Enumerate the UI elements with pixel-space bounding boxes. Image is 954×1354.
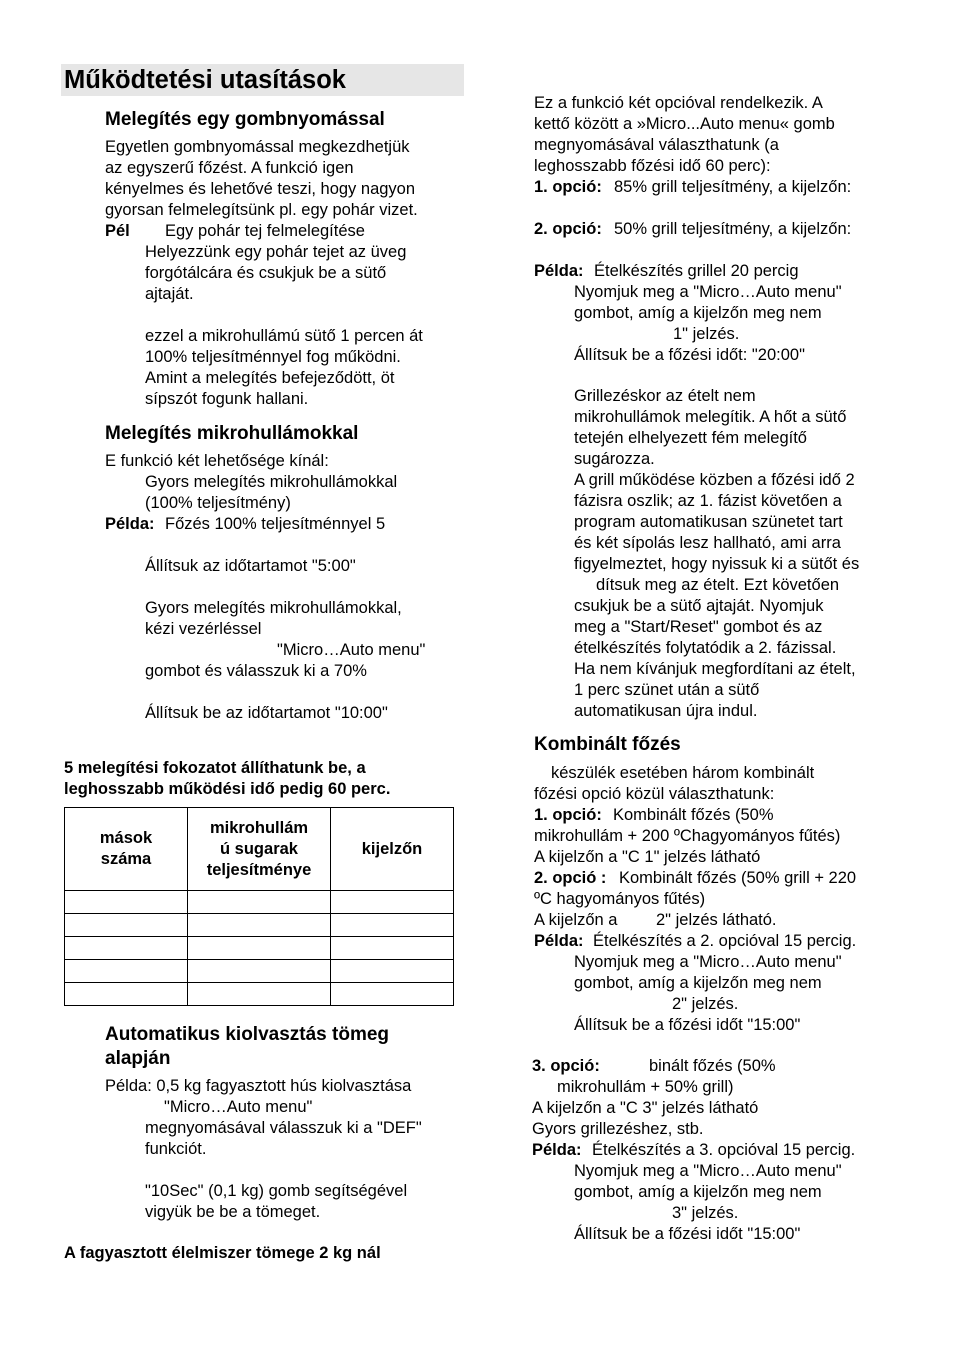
table-header-row — [65, 808, 454, 891]
grill-note: 1 perc szünet után a sütő — [574, 681, 760, 699]
table-cell — [331, 891, 454, 914]
example-text: Egy pohár tej felmelegítése — [165, 222, 365, 240]
manual-line: Gyors melegítés mikrohullámokkal, — [145, 599, 402, 617]
table-cell — [331, 960, 454, 983]
combi-step: 3" jelzés. — [672, 1204, 739, 1222]
table-cell — [65, 983, 188, 1006]
example-text: Főzés 100% teljesítménnyel 5 — [165, 515, 386, 533]
intro-line: az egyszerű főzést. A funkció igen — [105, 159, 354, 177]
grill-note: fázisra oszlik; az 1. fázist követően a — [574, 492, 842, 510]
table-cell — [188, 891, 331, 914]
combi-step: Állítsuk be a főzési időt "15:00" — [574, 1225, 801, 1243]
weight-line: vigyük be be a tömeget. — [145, 1203, 321, 1221]
example-line: Helyezzünk egy pohár tejet az üveg — [145, 243, 407, 261]
table-cell — [188, 983, 331, 1006]
example-text: Ételkészítés grillel 20 percig — [594, 262, 799, 280]
display-text: A kijelzőn a "C 1" jelzés látható — [534, 848, 761, 866]
table-row — [65, 960, 454, 983]
table-cell — [188, 937, 331, 960]
grill-step: Állítsuk be a főzési időt: "20:00" — [574, 346, 805, 364]
grill-step: gombot, amíg a kijelzőn meg nem — [574, 304, 822, 322]
example-text: Ételkészítés a 3. opcióval 15 percig. — [592, 1141, 856, 1159]
result-line: 100% teljesítménnyel fog működni. — [145, 348, 401, 366]
intro-line: Egyetlen gombnyomással megkezdhetjük — [105, 138, 410, 156]
option-line: (100% teljesítmény) — [145, 494, 291, 512]
table-cell — [65, 891, 188, 914]
grill-note: ételkészítés folytatódik a 2. fázissal. — [574, 639, 837, 657]
example-line: forgótálcára és csukjuk be a sütő — [145, 264, 387, 282]
page-title: Működtetési utasítások — [64, 66, 346, 94]
option-label: 2. opció : — [534, 869, 607, 887]
table-header-cell: mások száma — [65, 808, 188, 891]
example-label: Példa: — [534, 262, 584, 280]
combi-intro: készülék esetében három kombinált — [551, 764, 815, 782]
section-heading-one-touch: Melegítés egy gombnyomással — [105, 109, 385, 130]
option-text: ºC hagyományos fűtés) — [534, 890, 706, 908]
table-row — [65, 891, 454, 914]
table-cell — [331, 914, 454, 937]
display-text: A kijelzőn a "C 3" jelzés látható — [532, 1099, 759, 1117]
grill-step: 1" jelzés. — [673, 325, 740, 343]
example-label: Példa: — [534, 932, 584, 950]
defrost-line: funkciót. — [145, 1140, 207, 1158]
option-text: Kombinált főzés (50% grill + 220 — [619, 869, 857, 887]
intro-line: gyorsan felmelegítsünk pl. egy pohár vizet. — [105, 201, 418, 219]
option-label: 1. opció: — [534, 178, 602, 196]
use-text: Gyors grillezéshez, stb. — [532, 1120, 704, 1138]
table-cell — [331, 983, 454, 1006]
grill-note: A grill működése közben a főzési idő 2 — [574, 471, 855, 489]
manual-line: kézi vezérléssel — [145, 620, 262, 638]
defrost-line: "Micro…Auto menu" — [164, 1098, 313, 1116]
grill-note: mikrohullámok melegítik. A hőt a sütő — [574, 408, 847, 426]
table-header-cell: mikrohullám ú sugarak teljesítménye — [188, 808, 331, 891]
example-line: Példa: 0,5 kg fagyasztott hús kiolvasztása — [105, 1077, 412, 1095]
grill-step: Nyomjuk meg a "Micro…Auto menu" — [574, 283, 842, 301]
manual-line: gombot és válasszuk ki a 70% — [145, 662, 367, 680]
levels-note-line: 5 melegítési fokozatot állíthatunk be, a — [64, 759, 366, 777]
option-text: mikrohullám + 200 ºChagyományos fűtés) — [534, 827, 841, 845]
result-line: ezzel a mikrohullámú sütő 1 percen át — [145, 327, 423, 345]
table-header-cell: kijelzőn — [331, 808, 454, 891]
grill-intro-line: megnyomásával választhatunk (a — [534, 136, 779, 154]
set-time-line: Állítsuk be az időtartamot "10:00" — [145, 704, 388, 722]
option-line: Gyors melegítés mikrohullámokkal — [145, 473, 398, 491]
grill-note: figyelmeztet, hogy nyissuk ki a sütőt és — [574, 555, 860, 573]
result-line: sípszót fogunk hallani. — [145, 390, 309, 408]
grill-intro-line: kettő között a »Micro...Auto menu« gomb — [534, 115, 835, 133]
grill-intro-line: Ez a funkció két opcióval rendelkezik. A — [534, 94, 823, 112]
section-intro: E funkció két lehetősége kínál: — [105, 452, 329, 470]
set-time-line: Állítsuk az időtartamot "5:00" — [145, 557, 356, 575]
table-cell — [65, 914, 188, 937]
grill-note: dítsuk meg az ételt. Ezt követően — [596, 576, 840, 594]
table-cell — [188, 914, 331, 937]
display-text: 2" jelzés látható. — [656, 911, 777, 929]
table-cell — [65, 960, 188, 983]
grill-intro-line: leghosszabb főzési idő 60 perc): — [534, 157, 771, 175]
grill-note: Ha nem kívánjuk megfordítani az ételt, — [574, 660, 856, 678]
option-label: 2. opció: — [534, 220, 602, 238]
table-cell — [331, 937, 454, 960]
grill-note: program automatikusan szünetet tart — [574, 513, 843, 531]
option-text: 50% grill teljesítmény, a kijelzőn: — [614, 220, 852, 238]
table-cell — [65, 937, 188, 960]
option-label: 3. opció: — [532, 1057, 600, 1075]
section-heading-combi: Kombinált főzés — [534, 734, 681, 755]
grill-note: meg a "Start/Reset" gombot és az — [574, 618, 823, 636]
combi-step: gombot, amíg a kijelzőn meg nem — [574, 974, 822, 992]
combi-intro: főzési opció közül választhatunk: — [534, 785, 775, 803]
example-label: Pél — [105, 222, 130, 240]
table-row — [65, 914, 454, 937]
manual-line: "Micro…Auto menu" — [277, 641, 426, 659]
grill-note: tetején elhelyezett fém melegítő — [574, 429, 807, 447]
grill-note: csukjuk be a sütő ajtaját. Nyomjuk — [574, 597, 824, 615]
option-text: mikrohullám + 50% grill) — [557, 1078, 734, 1096]
example-text: Ételkészítés a 2. opcióval 15 percig. — [593, 932, 857, 950]
section-heading-defrost: alapján — [105, 1048, 171, 1069]
table-cell — [188, 960, 331, 983]
combi-step: 2" jelzés. — [672, 995, 739, 1013]
grill-note: automatikusan újra indul. — [574, 702, 758, 720]
result-line: Amint a melegítés befejeződött, öt — [145, 369, 395, 387]
combi-step: Nyomjuk meg a "Micro…Auto menu" — [574, 953, 842, 971]
weight-line: "10Sec" (0,1 kg) gomb segítségével — [145, 1182, 408, 1200]
example-label: Példa: — [532, 1141, 582, 1159]
power-levels-table — [64, 807, 454, 1006]
defrost-line: megnyomásával válasszuk ki a "DEF" — [145, 1119, 422, 1137]
display-text: A kijelzőn a — [534, 911, 618, 929]
grill-note: sugározza. — [574, 450, 655, 468]
option-text: binált főzés (50% — [649, 1057, 776, 1075]
grill-note: és két sípolás lesz hallható, ami arra — [574, 534, 841, 552]
option-text: Kombinált főzés (50% — [613, 806, 774, 824]
combi-step: gombot, amíg a kijelzőn meg nem — [574, 1183, 822, 1201]
combi-step: Nyomjuk meg a "Micro…Auto menu" — [574, 1162, 842, 1180]
levels-note-line: leghosszabb működési idő pedig 60 perc. — [64, 780, 391, 798]
table-row — [65, 983, 454, 1006]
intro-line: kényelmes és lehetővé teszi, hogy nagyon — [105, 180, 416, 198]
example-line: ajtaját. — [145, 285, 194, 303]
section-heading-defrost: Automatikus kiolvasztás tömeg — [105, 1024, 390, 1045]
option-label: 1. opció: — [534, 806, 602, 824]
combi-step: Állítsuk be a főzési időt "15:00" — [574, 1016, 801, 1034]
section-heading-microwave: Melegítés mikrohullámokkal — [105, 423, 359, 444]
grill-note: Grillezéskor az ételt nem — [574, 387, 756, 405]
table-row — [65, 937, 454, 960]
footer-note: A fagyasztott élelmiszer tömege 2 kg nál — [64, 1244, 381, 1262]
example-label: Példa: — [105, 515, 155, 533]
option-text: 85% grill teljesítmény, a kijelzőn: — [614, 178, 852, 196]
